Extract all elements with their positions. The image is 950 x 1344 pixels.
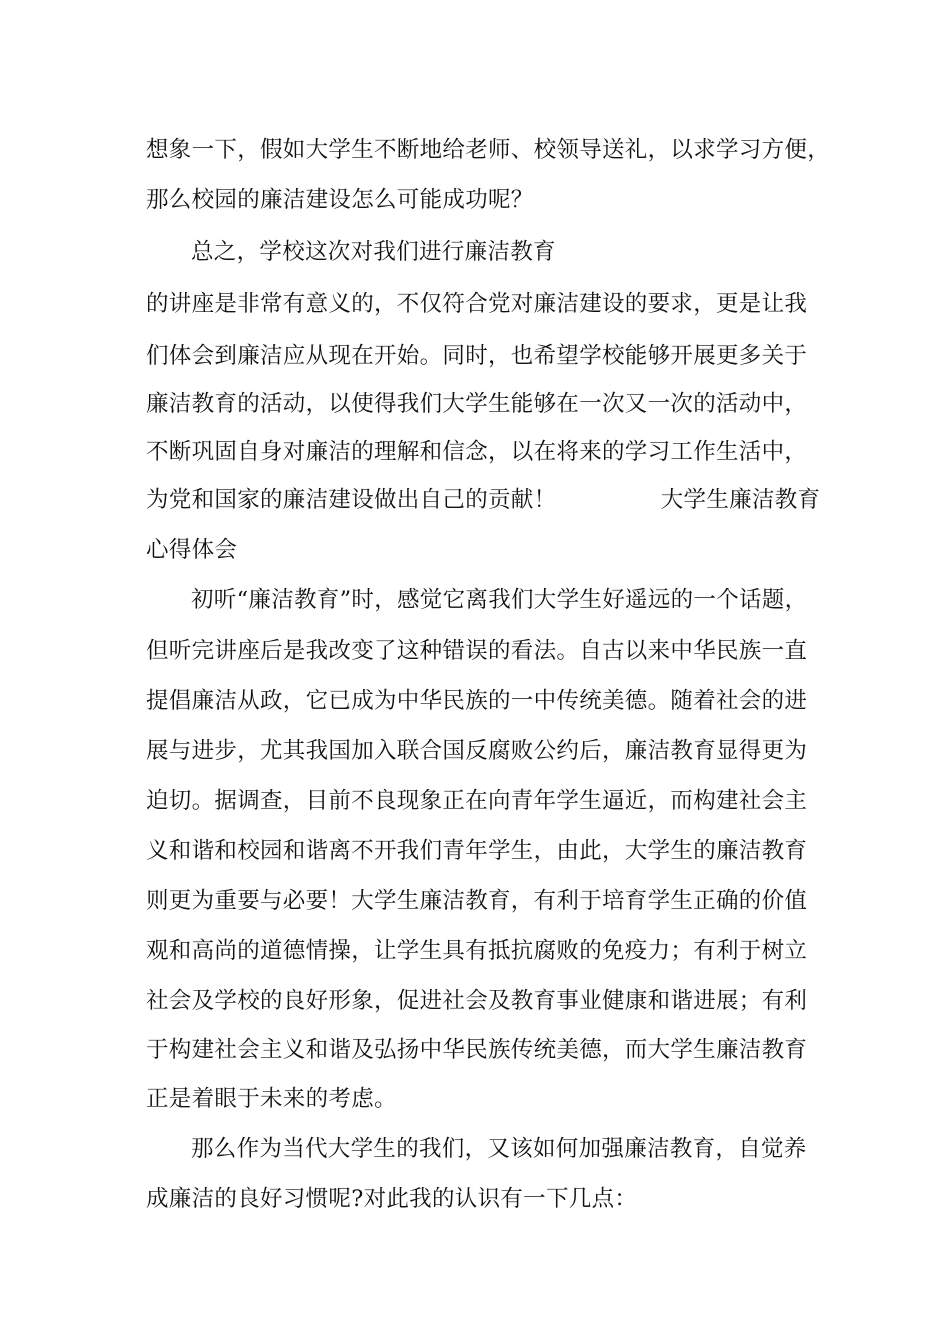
text-line: 正是着眼于未来的考虑。 [146,1086,397,1112]
text-line: 初听“廉洁教育”时，感觉它离我们大学生好遥远的一个话题， [191,587,808,613]
text-line: 心得体会 [146,537,238,563]
text-line: 迫切。据调查，目前不良现象正在向青年学生逼近，而构建社会主 [146,788,808,814]
text-line: 但听完讲座后是我改变了这种错误的看法。自古以来中华民族一直 [146,638,808,664]
text-line: 那么校园的廉洁建设怎么可能成功呢？ [146,187,534,213]
text-line: 廉洁教育的活动，以使得我们大学生能够在一次又一次的活动中， [146,391,808,417]
text-line: 那么作为当代大学生的我们，又该如何加强廉洁教育，自觉养 [191,1136,807,1162]
text-line: 于构建社会主义和谐及弘扬中华民族传统美德，而大学生廉洁教育 [146,1037,808,1063]
text-line: 不断巩固自身对廉洁的理解和信念，以在将来的学习工作生活中， [146,439,808,465]
text-line: 的讲座是非常有意义的，不仅符合党对廉洁建设的要求，更是让我 [146,291,808,317]
text-line: 则更为重要与必要！大学生廉洁教育，有利于培育学生正确的价值 [146,888,808,914]
text-line: 们体会到廉洁应从现在开始。同时，也希望学校能够开展更多关于 [146,343,808,369]
text-line: 义和谐和校园和谐离不开我们青年学生，由此，大学生的廉洁教育 [146,838,808,864]
text-line: 成廉洁的良好习惯呢?对此我的认识有一下几点： [146,1186,638,1212]
text-line: 总之，学校这次对我们进行廉洁教育 [191,239,556,265]
text-line: 提倡廉洁从政，它已成为中华民族的一中传统美德。随着社会的进 [146,688,808,714]
text-line: 展与进步，尤其我国加入联合国反腐败公约后，廉洁教育显得更为 [146,738,808,764]
text-line: 想象一下，假如大学生不断地给老师、校领导送礼，以求学习方便， [146,137,831,163]
text-line: 为党和国家的廉洁建设做出自己的贡献！ 大学生廉洁教育 [146,487,821,513]
text-line: 观和高尚的道德情操，让学生具有抵抗腐败的免疫力；有利于树立 [146,938,808,964]
text-line: 社会及学校的良好形象，促进社会及教育事业健康和谐进展；有利 [146,988,808,1014]
